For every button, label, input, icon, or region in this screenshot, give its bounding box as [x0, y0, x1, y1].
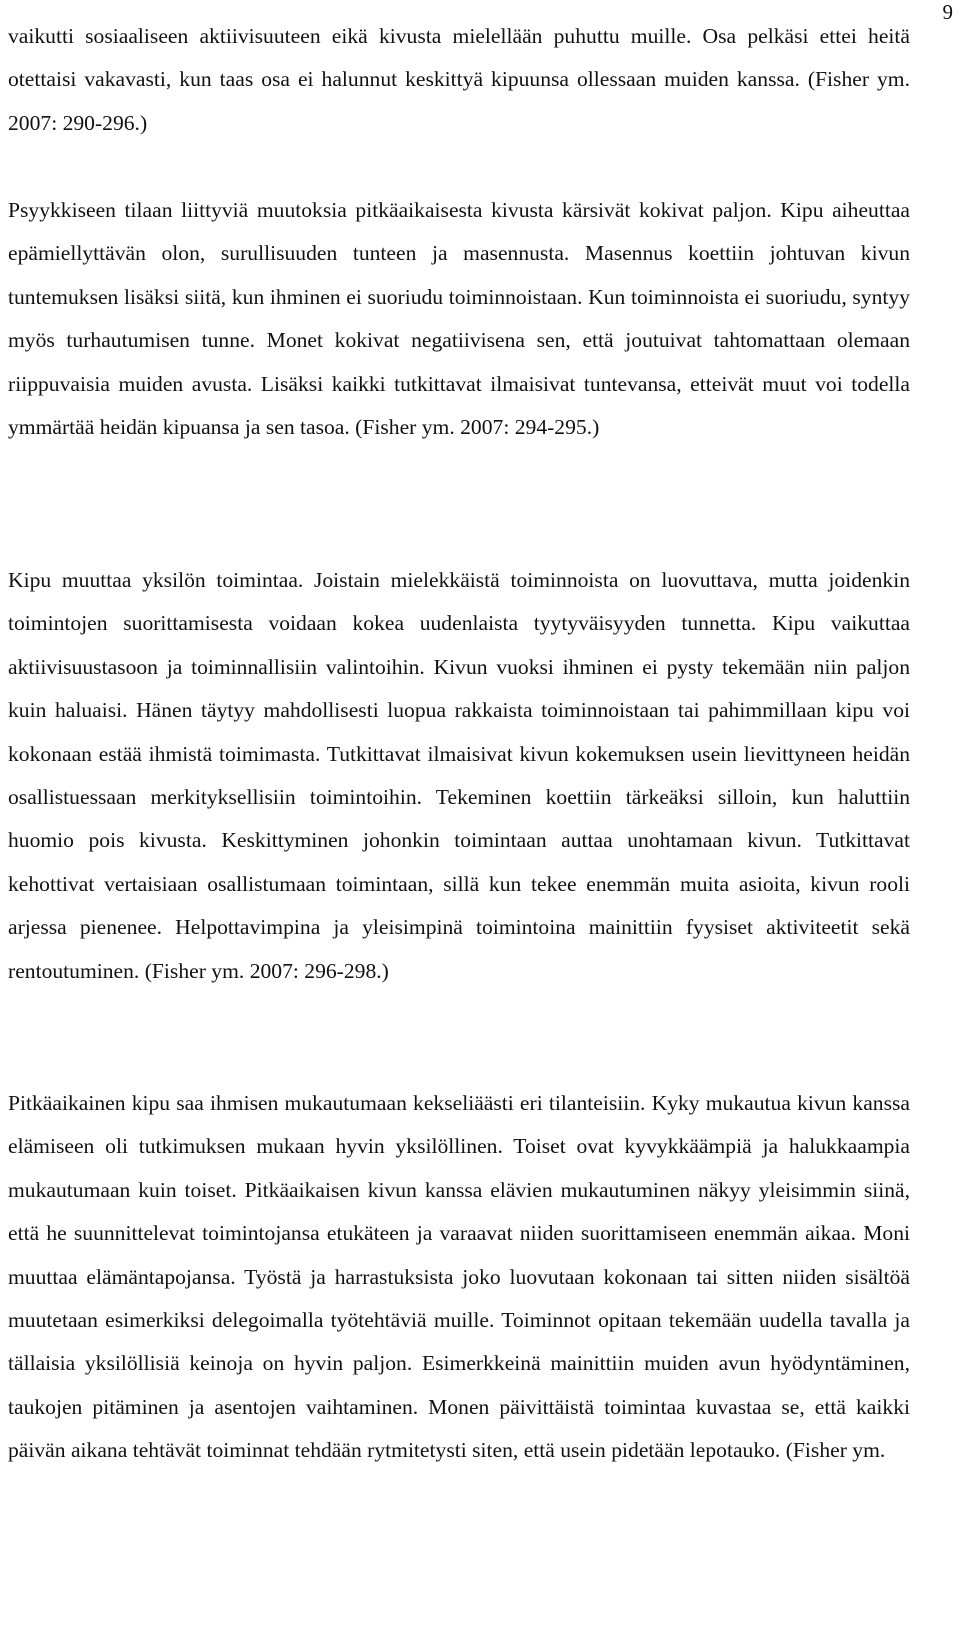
body-paragraph: vaikutti sosiaaliseen aktiivisuuteen eikä kivusta mielellään puhuttu muille. Osa pelkäsi ettei heitä otettaisi vakavasti, kun taas osa ei halunnut keskittyä kipuunsa ollessaan muiden kanssa. (Fisher ym. 2007: 290-296.) — [8, 24, 910, 135]
page-number: 9 — [942, 0, 953, 24]
body-paragraph: Kipu muuttaa yksilön toimintaa. Joistain mielekkäistä toiminnoista on luovuttava, mutta joidenkin toimintojen suorittamisesta voidaan kokea uudenlaista tyytyväisyyden tunnetta. Kipu vaikuttaa aktiivisuustasoon ja toiminnallisiin valintoihin. Kivun vuoksi ihminen ei pysty tekemään niin paljon kuin haluaisi. Hänen täytyy mahdollisesti luopua rakkaista toiminnoistaan tai pahimmillaan kipu voi kokonaan estää ihmistä toimimasta. Tutkittavat ilmaisivat kivun kokemuksen usein lievittyneen heidän osallistuessaan merkityksellisiin toimintoihin. Tekeminen koettiin tärkeäksi silloin, kun haluttiin huomio pois kivusta. Keskittyminen johonkin toimintaan auttaa unohtamaan kivun. Tutkittavat kehottivat vertaisiaan osallistumaan toimintaan, sillä kun tekee enemmän muita asioita, kivun rooli arjessa pienenee. Helpottavimpina ja yleisimpinä toimintoina mainittiin fyysiset aktiviteetit sekä rentoutuminen. (Fisher ym. 2007: 296-298.) — [8, 568, 910, 983]
body-paragraph: Pitkäaikainen kipu saa ihmisen mukautumaan kekseliäästi eri tilanteisiin. Kyky mukautua kivun kanssa elämiseen oli tutkimuksen mukaan hyvin yksilöllinen. Toiset ovat kyvykkäämpiä ja halukkaampia mukautumaan kuin toiset. Pitkäaikaisen kivun kanssa elävien mukautuminen näkyy yleisimmin siinä, että he suunnittelevat toimintojansa etukäteen ja varaavat niiden suorittamiseen enemmän aikaa. Moni muuttaa elämäntapojansa. Työstä ja harrastuksista joko luovutaan kokonaan tai sitten niiden sisältöä muutetaan esimerkiksi delegoimalla työtehtäviä muille. Toiminnot opitaan tekemään uudella tavalla ja tällaisia yksilöllisiä keinoja on hyvin paljon. Esimerkkeinä mainittiin muiden avun hyödyntäminen, taukojen pitäminen ja asentojen vaihtaminen. Monen päivittäistä toimintaa kuvastaa se, että kaikki päivän aikana tehtävät toiminnat tehdään rytmitetysti siten, että usein pidetään lepotauko. (Fisher ym. — [8, 1091, 910, 1463]
body-paragraph: Psyykkiseen tilaan liittyviä muutoksia pitkäaikaisesta kivusta kärsivät kokivat paljon. Kipu aiheuttaa epämiellyttävän olon, surullisuuden tunteen ja masennusta. Masennus koettiin johtuvan kivun tuntemuksen lisäksi siitä, kun ihminen ei suoriudu toiminnoistaan. Kun toiminnoista ei suoriudu, syntyy myös turhautumisen tunne. Monet kokivat negatiivisena sen, että joutuivat tahtomattaan olemaan riippuvaisia muiden avusta. Lisäksi kaikki tutkittavat ilmaisivat tuntevansa, etteivät muut voi todella ymmärtää heidän kipuansa ja sen tasoa. (Fisher ym. 2007: 294-295.) — [8, 198, 910, 440]
